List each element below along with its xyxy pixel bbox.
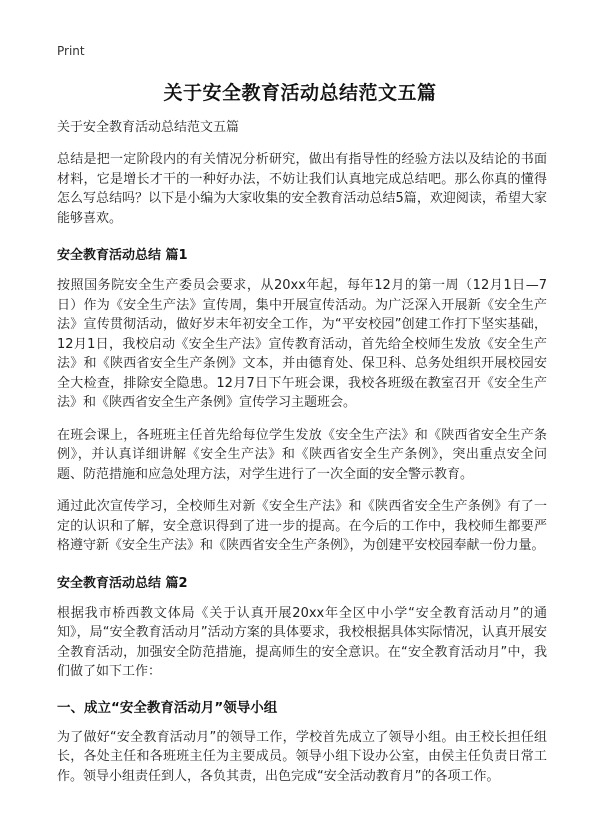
section-2-subsection-1-paragraph-1: 为了做好“安全教育活动月”的领导工作，学校首先成立了领导小组。由王校长担任组长，各处主任和各班班主任为主要成员。领导小组下设办公室，由侯主任负责日常工作。领导小组责任到人，各负其责，出色完成“安全活动教育月”的各项工作。 xyxy=(57,729,547,784)
document-body xyxy=(57,118,547,799)
section-2-subheading-1: 一、成立“安全教育活动月”领导小组 xyxy=(57,699,278,716)
section-1-paragraph-3: 通过此次宣传学习，全校师生对新《安全生产法》和《陕西省安全生产条例》有了一定的认识和了解，安全意识得到了进一步的提高。在今后的工作中，我校师生都要严格遵守新《安全生产法》和《陕西省安全生产条例》，为创建平安校园奉献一份力量。 xyxy=(57,499,547,553)
section-1-paragraph-2: 在班会课上，各班班主任首先给每位学生发放《安全生产法》和《陕西省安全生产条例》，并认真详细讲解《安全生产法》和《陕西省安全生产条例》，突出重点安全问题、防范措施和应急处理方法，对学生进行了一次全面的安全警示教育。 xyxy=(57,427,547,482)
section-2-paragraph-1: 根据我市桥西教文体局《关于认真开展20xx年全区中小学“安全教育活动月”的通知》，局“安全教育活动月”活动方案的具体要求，我校根据具体实际情况，认真开展安全教育活动，加强安全防范措施，提高师生的安全意识。在“安全教育活动月”中，我们做了如下工作： xyxy=(57,605,547,679)
section-1-paragraph-1: 按照国务院安全生产委员会要求，从20xx年起，每年12月的第一周（12月1日—7日）作为《安全生产法》宣传周，集中开展宣传活动。为广泛深入开展新《安全生产法》宣传贯彻活动，做好岁末年初安全工作，为“平安校园”创建工作打下坚实基础，12月1日，我校启动《安全生产法》宣传教育活动，首先给全校师生发放《安全生产法》和《陕西省安全生产条例》文本，并由德育处、保卫科、总务处组织开展校园安全大检查，排除安全隐患。12月7日下午班会课，我校各班级在教室召开《安全生产法》和《陕西省安全生产条例》宣传学习主题班会。 xyxy=(57,278,547,410)
intro-paragraph: 总结是把一定阶段内的有关情况分析研究，做出有指导性的经验方法以及结论的书面材料，它是增长才干的一种好办法，不妨让我们认真地完成总结吧。那么你真的懂得怎么写总结吗？以下是小编为大家收集的安全教育活动总结5篇，欢迎阅读，希望大家能够喜欢。 xyxy=(57,152,547,226)
document-subtitle: 关于安全教育活动总结范文五篇 xyxy=(57,120,240,135)
document-title: 关于安全教育活动总结范文五篇 xyxy=(163,82,437,104)
print-link[interactable]: Print xyxy=(57,44,85,58)
section-2-heading: 安全教育活动总结 篇2 xyxy=(57,575,188,591)
section-1-heading: 安全教育活动总结 篇1 xyxy=(57,248,188,263)
